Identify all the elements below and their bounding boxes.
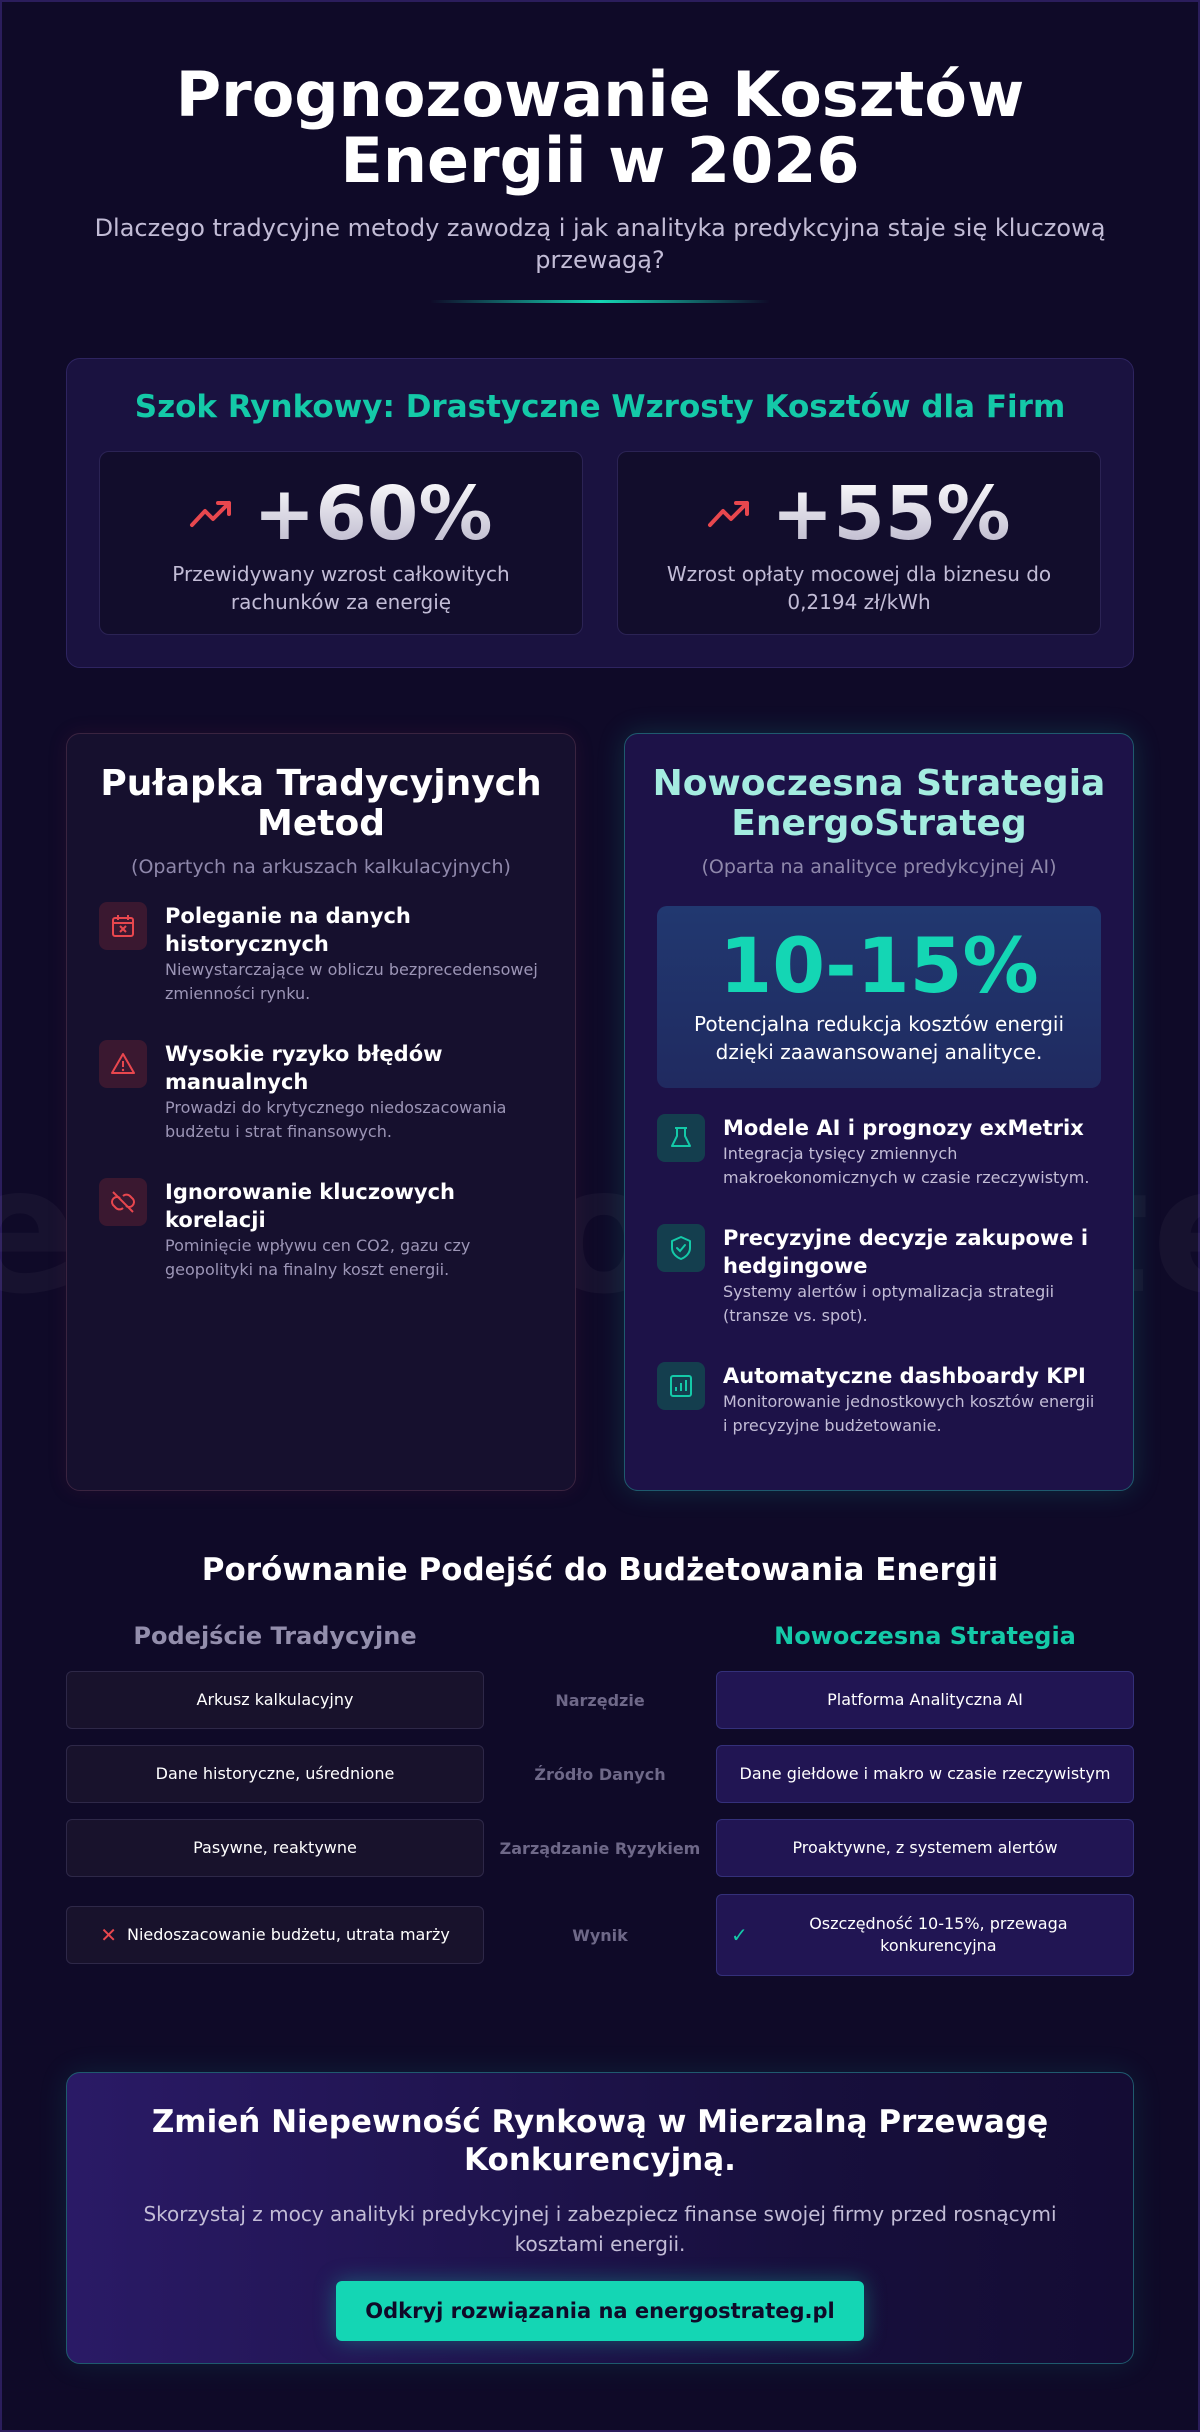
list-item bbox=[99, 1040, 543, 1144]
item-description: Integracja tysięcy zmiennych makroekonomicznych w czasie rzeczywistym. bbox=[723, 1144, 1090, 1187]
stat-value: +55% bbox=[771, 471, 1011, 557]
page-title: Prognozowanie Kosztów Energii w 2026 bbox=[175, 58, 1025, 197]
table-cell-modern: Platforma Analityczna AI bbox=[716, 1671, 1134, 1729]
list-item bbox=[99, 902, 543, 1006]
item-title: Precyzyjne decyzje zakupowe i hedgingowe bbox=[723, 1226, 1089, 1278]
stat-card bbox=[617, 451, 1101, 635]
list-item bbox=[657, 1114, 1101, 1190]
result-text: Oszczędność 10-15%, przewaga konkurencyjna bbox=[809, 1914, 1068, 1955]
highlight-box bbox=[657, 906, 1101, 1088]
market-shock-section bbox=[66, 358, 1134, 668]
table-cell-traditional bbox=[66, 1906, 484, 1964]
card-basis: (Oparta na analityce predykcyjnej AI) bbox=[701, 856, 1057, 878]
card-basis: (Opartych na arkuszach kalkulacyjnych) bbox=[131, 856, 511, 878]
table-cell-modern bbox=[716, 1894, 1134, 1976]
item-title: Wysokie ryzyko błędów manualnych bbox=[165, 1042, 443, 1094]
traditional-methods-card bbox=[66, 733, 576, 1491]
stat-description: Wzrost opłaty mocowej dla biznesu do 0,2194 zł/kWh bbox=[666, 562, 1052, 614]
check-icon: ✓ bbox=[731, 1923, 748, 1947]
card-title: Pułapka Tradycyjnych Metod bbox=[100, 763, 542, 844]
stat-description: Przewidywany wzrost całkowitych rachunków za energię bbox=[172, 562, 510, 614]
table-row-label: Narzędzie bbox=[555, 1690, 645, 1710]
shield-check-icon bbox=[657, 1224, 705, 1272]
item-description: Pominięcie wpływu cen CO2, gazu czy geopolityki na finalny koszt energii. bbox=[165, 1236, 471, 1279]
table-cell-traditional: Arkusz kalkulacyjny bbox=[66, 1671, 484, 1729]
result-text: Niedoszacowanie budżetu, utrata marży bbox=[126, 1925, 450, 1944]
item-title: Modele AI i prognozy exMetrix bbox=[723, 1116, 1084, 1140]
section-title: Szok Rynkowy: Drastyczne Wzrosty Kosztów dla Firm bbox=[134, 389, 1066, 425]
item-description: Monitorowanie jednostkowych kosztów energii i precyzyjne budżetowanie. bbox=[723, 1392, 1095, 1435]
highlight-text: Potencjalna redukcja kosztów energii dzięki zaawansowanej analityce. bbox=[693, 1012, 1065, 1064]
cta-section bbox=[66, 2072, 1134, 2364]
unlinked-icon bbox=[99, 1178, 147, 1226]
table-cell-modern: Dane giełdowe i makro w czasie rzeczywistym bbox=[716, 1745, 1134, 1803]
table-row-label: Wynik bbox=[572, 1925, 628, 1945]
trending-up-icon bbox=[189, 497, 235, 531]
cta-button[interactable]: Odkryj rozwiązania na energostrateg.pl bbox=[336, 2281, 864, 2341]
table-row-label: Zarządzanie Ryzykiem bbox=[499, 1838, 701, 1858]
item-description: Systemy alertów i optymalizacja strategii (transze vs. spot). bbox=[723, 1282, 1055, 1325]
modern-strategy-card bbox=[624, 733, 1134, 1491]
highlight-value: 10-15% bbox=[719, 921, 1039, 1010]
comparison-title: Porównanie Podejść do Budżetowania Energii bbox=[201, 1552, 999, 1588]
comparison-header-traditional: Podejście Tradycyjne bbox=[133, 1622, 417, 1650]
stat-card bbox=[99, 451, 583, 635]
x-icon: ✕ bbox=[100, 1923, 117, 1947]
table-cell-traditional: Dane historyczne, uśrednione bbox=[66, 1745, 484, 1803]
stat-value: +60% bbox=[253, 471, 493, 557]
warning-icon bbox=[99, 1040, 147, 1088]
cta-text: Skorzystaj z mocy analityki predykcyjnej i zabezpiecz finanse swojej firmy przed rosnącymi kosztami energii. bbox=[143, 2202, 1057, 2256]
divider bbox=[430, 300, 770, 303]
cta-title: Zmień Niepewność Rynkową w Mierzalną Przewagę Konkurencyjną. bbox=[151, 2104, 1049, 2178]
trending-up-icon bbox=[707, 497, 753, 531]
header bbox=[60, 58, 1140, 303]
list-item bbox=[657, 1224, 1101, 1328]
list-item bbox=[99, 1178, 543, 1282]
table-cell-modern: Proaktywne, z systemem alertów bbox=[716, 1819, 1134, 1877]
item-title: Poleganie na danych historycznych bbox=[165, 904, 411, 956]
list-item bbox=[657, 1362, 1101, 1438]
table-cell-traditional: Pasywne, reaktywne bbox=[66, 1819, 484, 1877]
item-title: Automatyczne dashboardy KPI bbox=[723, 1364, 1086, 1388]
bar-chart-icon bbox=[657, 1362, 705, 1410]
table-row-label: Źródło Danych bbox=[534, 1764, 666, 1784]
item-description: Niewystarczające w obliczu bezprecedensowej zmienności rynku. bbox=[165, 960, 538, 1003]
item-title: Ignorowanie kluczowych korelacji bbox=[165, 1180, 455, 1232]
item-description: Prowadzi do krytycznego niedoszacowania budżetu i strat finansowych. bbox=[165, 1098, 507, 1141]
card-title: Nowoczesna Strategia EnergoStrateg bbox=[652, 763, 1106, 844]
calendar-x-icon bbox=[99, 902, 147, 950]
comparison-header-modern: Nowoczesna Strategia bbox=[774, 1622, 1076, 1650]
page-subtitle: Dlaczego tradycyjne metody zawodzą i jak analityka predykcyjna staje się kluczową przewagą? bbox=[94, 214, 1106, 274]
ai-model-icon bbox=[657, 1114, 705, 1162]
